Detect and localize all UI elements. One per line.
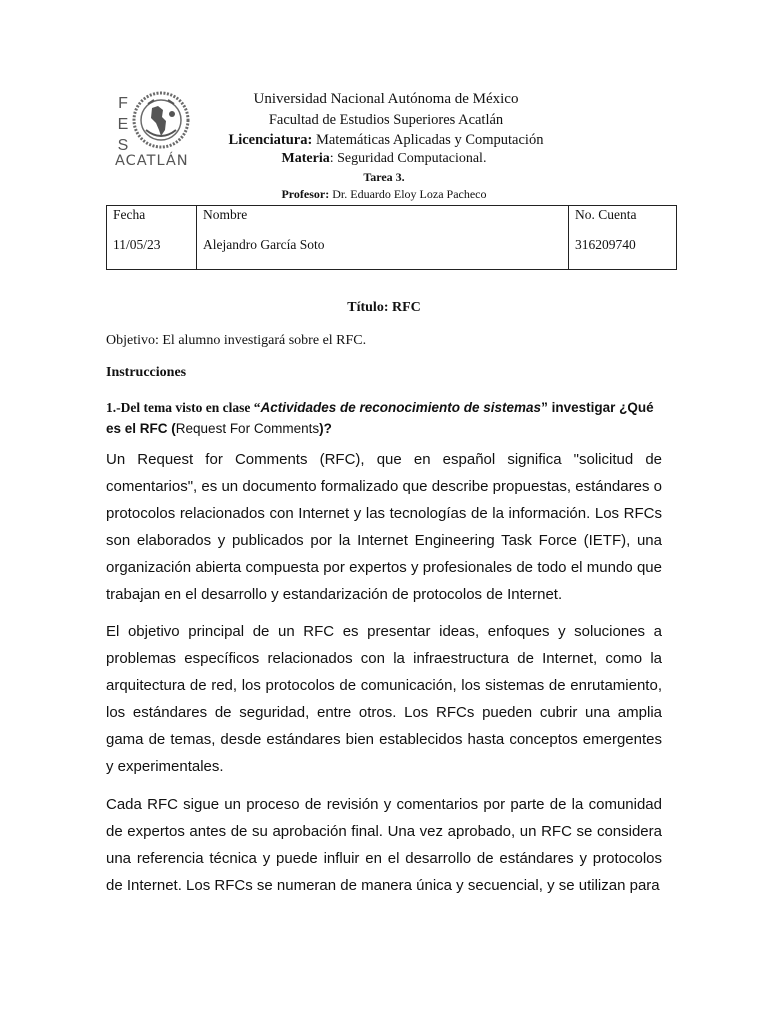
date-value: 11/05/23 (113, 237, 161, 252)
professor-value: Dr. Eduardo Eloy Loza Pacheco (329, 187, 487, 201)
degree-label: Licenciatura: (228, 132, 313, 148)
account-label: No. Cuenta (575, 207, 637, 222)
question-topic: Actividades de reconocimiento de sistemas (260, 400, 542, 415)
degree-line (2, 132, 768, 149)
subject-value: : Seguridad Computacional. (329, 151, 487, 166)
date-label: Fecha (113, 207, 146, 222)
logo-campus-text: ACATLÁN (115, 153, 189, 169)
name-value: Alejandro García Soto (203, 237, 325, 252)
professor-line (0, 187, 768, 202)
degree-value: Matemáticas Aplicadas y Computación (312, 132, 544, 148)
logo-letter-f: F (118, 95, 128, 112)
document-title: Título: RFC (347, 300, 421, 315)
paragraph: El objetivo principal de un RFC es presentar ideas, enfoques y soluciones a problemas específicos relacionados con la infraestructura de Internet, como la arquitectura de red, los protocolos de comunicación, los sistemas de enrutamiento, los estándares de seguridad, entre otros. Los RFCs pueden cubrir una amplia gama de temas, desde estándares bien establecidos hasta conceptos emergentes y experimentales. (106, 623, 662, 775)
name-cell (197, 206, 569, 270)
logo-letter-s: S (117, 137, 129, 154)
faculty-name: Facultad de Estudios Superiores Acatlán (268, 112, 504, 128)
question-suffix: )? (319, 421, 332, 436)
instructions-heading: Instrucciones (106, 365, 187, 380)
student-info-table (106, 205, 677, 270)
subject-line (0, 151, 768, 167)
question-expansion: Request For Comments (175, 421, 320, 436)
professor-label: Profesor: (281, 187, 330, 201)
subject-label: Materia (281, 151, 330, 166)
question-prefix: 1.-Del tema visto en clase “ (106, 400, 261, 415)
logo-letter-e: E (117, 116, 129, 133)
assignment-number: Tarea 3. (363, 170, 405, 184)
name-label: Nombre (203, 207, 248, 222)
paragraph: Cada RFC sigue un proceso de revisión y comentarios por parte de la comunidad de expertos antes de su aprobación final. Una vez aprobado, un RFC se considera una referencia técnica y puede influir en el desarrollo de estándares y protocolos de Internet. Los RFCs se numeran de manera única y secuencial, y se utilizan para (106, 796, 662, 894)
university-name: Universidad Nacional Autónoma de México (253, 91, 519, 107)
date-cell (107, 206, 197, 270)
objective-text: Objetivo: El alumno investigará sobre el RFC. (106, 333, 367, 348)
account-cell (569, 206, 677, 270)
question-middle: ” investigar ¿Qué es el RFC ( (106, 400, 654, 436)
question-text (106, 397, 666, 439)
account-value: 316209740 (575, 237, 636, 252)
paragraph: Un Request for Comments (RFC), que en español significa "solicitud de comentarios", es un documento formalizado que describe propuestas, estándares o protocolos relacionados con Internet y las tecnologías de la información. Los RFCs son elaborados y publicados por la Internet Engineering Task Force (IETF), una organización abierta compuesta por expertos y profesionales de todo el mundo que trabajan en el desarrollo y estandarización de protocolos de Internet. (106, 451, 662, 603)
